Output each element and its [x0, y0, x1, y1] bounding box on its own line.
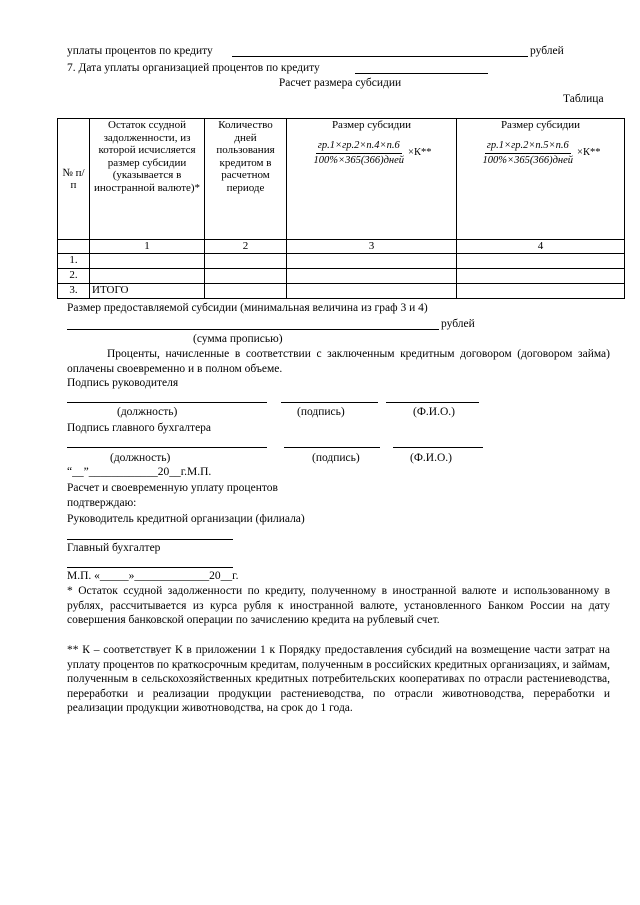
head-signature-caption: (подпись): [297, 406, 345, 418]
head-signature-label: Подпись руководителя: [67, 377, 179, 389]
formula3-denominator: 100%×365(366)дней: [313, 155, 405, 166]
acc-fio-line: [393, 447, 483, 448]
header-subsidy-3: [287, 119, 457, 240]
row-cell: [287, 253, 457, 268]
header-num: № п/п: [58, 119, 90, 240]
confirm-line-2: подтверждаю:: [67, 497, 137, 509]
col-number-2: 2: [205, 240, 287, 254]
rubles-suffix: рублей: [530, 45, 564, 57]
bank-head-line: [67, 539, 233, 540]
chief-accountant-line: [67, 567, 233, 568]
row-cell: [457, 253, 625, 268]
chief-accountant-signature-label: Подпись главного бухгалтера: [67, 422, 212, 434]
subsidy-table: [57, 118, 625, 299]
row-num: 1.: [58, 253, 90, 268]
table-header-row: [58, 119, 625, 240]
col-number-4: 4: [457, 240, 625, 254]
table-row: [58, 283, 625, 298]
confirm-line-1: Расчет и своевременную уплату процентов: [67, 482, 278, 494]
row-cell: [205, 283, 287, 298]
footnote-2: ** К – соответствует К в приложении 1 к Порядку предоставления субсидий на возмещение части затрат на уплату процентов по краткосрочным кредитам, полученным в российских кредитных организациях, и займам, полученным в сельскохозяйственных кредитных потребительских кооперативах по отрасли растениеводства, переработки и реализации продукции растениеводства, по отрасли животноводства, переработки и реализации продукции животноводства, на срок до 1 года.: [67, 644, 610, 715]
formula4-k: ×К**: [577, 147, 601, 159]
interest-paid-statement: Проценты, начисленные в соответствии с заключенным кредитным договором (договором займа) оплачены своевременно и в полном объеме.: [67, 348, 610, 375]
formula4-denominator: 100%×365(366)дней: [482, 155, 574, 166]
formula-col4: [459, 140, 622, 168]
acc-signature-caption: (подпись): [312, 452, 360, 464]
head-position-caption: (должность): [117, 406, 178, 418]
row-num: 3.: [58, 283, 90, 298]
sum-in-words-caption: (сумма прописью): [193, 333, 283, 345]
acc-position-caption: (должность): [110, 452, 171, 464]
table-row: [58, 268, 625, 283]
row-num: 2.: [58, 268, 90, 283]
formula4-numerator: гр.1×гр.2×п.5×п.6: [485, 140, 571, 155]
formula-col3: [289, 140, 454, 168]
interest-payment-blank: [232, 56, 528, 57]
bank-head-label: Руководитель кредитной организации (филиала): [67, 513, 305, 525]
header-days: Количество дней пользования кредитом в расчетном периоде: [205, 119, 287, 240]
date-stamp-line: “__”____________20__г.М.П.: [67, 466, 212, 478]
chief-accountant-label: Главный бухгалтер: [67, 542, 161, 554]
formula3-k: ×К**: [408, 147, 432, 159]
row-cell: [90, 268, 205, 283]
subsidy-amount-blank: [67, 329, 439, 330]
table-row: [58, 253, 625, 268]
total-label: ИТОГО: [90, 283, 205, 298]
row-cell: [287, 283, 457, 298]
head-signature-line: [281, 402, 378, 403]
interest-payment-label: уплаты процентов по кредиту: [67, 45, 213, 57]
head-fio-line: [386, 402, 479, 403]
header-balance: Остаток ссудной задолженности, из которой исчисляется размер субсидии (указывается в иностранной валюте)*: [90, 119, 205, 240]
row-cell: [457, 283, 625, 298]
col-number-blank: [58, 240, 90, 254]
header-subsidy-4-title: Размер субсидии: [500, 119, 581, 131]
col-number-1: 1: [90, 240, 205, 254]
mp-date-line: М.П. «_____»_____________20__г.: [67, 570, 239, 582]
col-number-3: 3: [287, 240, 457, 254]
row-cell: [205, 253, 287, 268]
row-cell: [205, 268, 287, 283]
acc-position-line: [67, 447, 267, 448]
acc-signature-line: [284, 447, 380, 448]
head-position-line: [67, 402, 267, 403]
header-subsidy-3-title: Размер субсидии: [331, 119, 412, 131]
payment-date-blank: [355, 73, 488, 74]
formula3-numerator: гр.1×гр.2×п.4×п.6: [316, 140, 402, 155]
footnote-1: * Остаток ссудной задолженности по кредиту, полученному в иностранной валюте и использованному в рублях, рассчитывается из курса рубля к иностранной валюте, установленного Банком России на дату совершения банковской операции по зачислению кредита на рублевый счет.: [67, 585, 610, 627]
subsidy-amount-label: Размер предоставляемой субсидии (минимальная величина из граф 3 и 4): [67, 302, 428, 314]
row-cell: [457, 268, 625, 283]
acc-fio-caption: (Ф.И.О.): [410, 452, 452, 464]
row-cell: [90, 253, 205, 268]
row-cell: [287, 268, 457, 283]
head-fio-caption: (Ф.И.О.): [413, 406, 455, 418]
payment-date-label: 7. Дата уплаты организацией процентов по кредиту: [67, 62, 320, 74]
table-label: Таблица: [563, 93, 604, 105]
page-title: Расчет размера субсидии: [278, 77, 402, 89]
column-numbers-row: [58, 240, 625, 254]
subsidy-rubles: рублей: [441, 318, 475, 330]
header-subsidy-4: [457, 119, 625, 240]
